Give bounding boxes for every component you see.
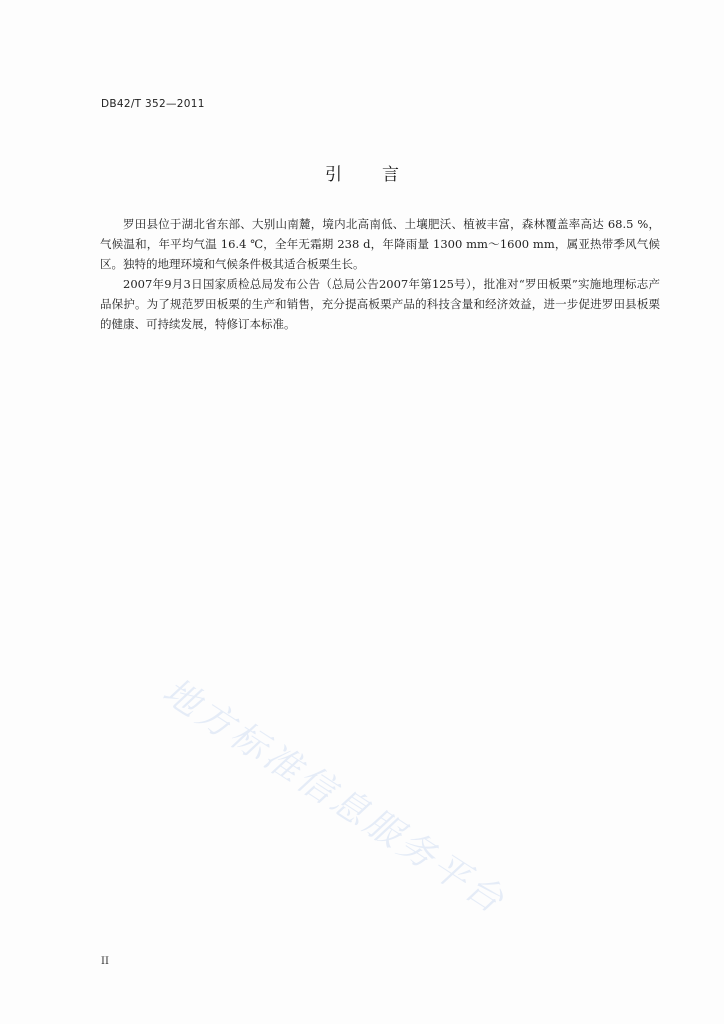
document-code: DB42/T 352—2011 (101, 98, 205, 110)
section-title-char-2: 言 (382, 165, 399, 185)
body-text (100, 214, 660, 334)
section-title-char-1: 引 (325, 165, 342, 185)
page-number: II (101, 956, 109, 967)
paragraph-1: 罗田县位于湖北省东部、大别山南麓，境内北高南低、土壤肥沃、植被丰富，森林覆盖率高达 68.5 %，气候温和，年平均气温 16.4 ℃，全年无霜期 238 d，年降雨量 1300 mm～1600 mm，属亚热带季风气候区。独特的地理环境和气候条件极其适合板栗生长。 (100, 217, 660, 271)
paragraph-2: 2007年9月3日国家质检总局发布公告（总局公告2007年第125号），批准对“罗田板栗”实施地理标志产品保护。为了规范罗田板栗的生产和销售，充分提高板栗产品的科技含量和经济效益，进一步促进罗田县板栗的健康、可持续发展，特修订本标准。 (100, 277, 660, 331)
section-title (0, 160, 724, 185)
watermark-text: 地方标准信息服务平台 (155, 670, 514, 923)
